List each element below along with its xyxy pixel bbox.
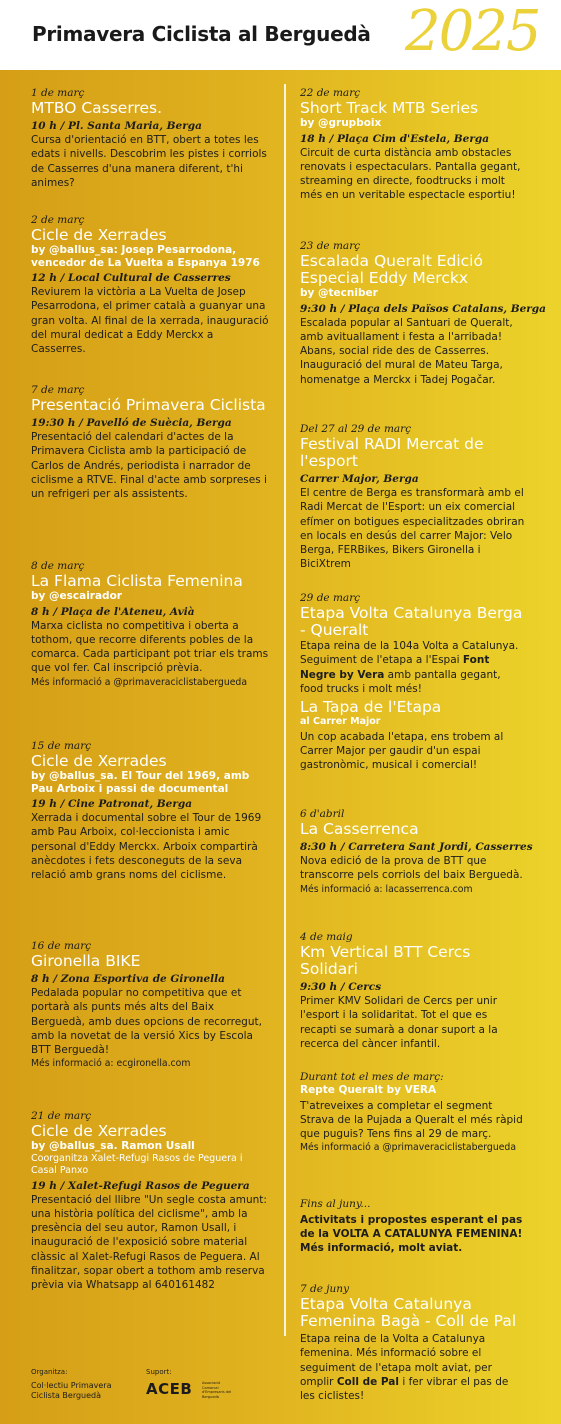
event-subtitle: by @ballus_sa: Josep Pesarrodona, vencedor de La Vuelta a Espanya 1976 bbox=[31, 244, 260, 269]
event-xerrades-usall bbox=[31, 1110, 271, 1293]
event-title: Escalada Queralt Edició Especial Eddy Merckx bbox=[300, 252, 483, 287]
event-subtitle: by @grupboix bbox=[300, 117, 382, 129]
event-description: T'atreveixes a completar el segment Strava de la Pujada a Queralt el més ràpid que puguis? Tens fins al 29 de març. bbox=[300, 1099, 523, 1141]
event-gironella-bike bbox=[31, 940, 271, 1071]
right-column bbox=[300, 70, 546, 1424]
event-xerrades-tour bbox=[31, 740, 271, 882]
event-subtitle: by @tecniber bbox=[300, 287, 378, 299]
event-date: 22 de març bbox=[300, 87, 361, 99]
event-fins-al-juny bbox=[300, 1198, 525, 1255]
event-date: 23 de març bbox=[300, 240, 361, 252]
more-info: Més informació a: ecgironella.com bbox=[31, 1058, 191, 1070]
event-place: 8 h / Zona Esportiva de Gironella bbox=[31, 973, 225, 985]
event-km-vertical bbox=[300, 931, 525, 1051]
event-title: Festival RADI Mercat de l'esport bbox=[300, 435, 484, 470]
event-date: Durant tot el mes de març: bbox=[300, 1071, 444, 1083]
event-place: 12 h / Local Cultural de Casserres bbox=[31, 272, 231, 284]
event-date: 21 de març bbox=[31, 1110, 92, 1122]
event-description: El centre de Berga es transformarà amb el Radi Mercat de l'Esport: un eix comercial efímer on botigues especialitzades obriran en locals en desús del carrer Major: Velo Berga, FERBikes, Bikers Gironella i BiciXtrem bbox=[300, 487, 525, 571]
event-description: Presentació del llibre "Un segle costa amunt: una història política del ciclisme", amb la presència del seu autor, Ramon Usall, i inauguració de l'exposició sobre material clàssic al Xalet-Refugi Rasos de Peguera. Al finalitzar, sopar obert a tothom amb reserva prèvia via Whatsapp al 640161482 bbox=[31, 1193, 267, 1292]
event-date: 8 de març bbox=[31, 560, 85, 572]
event-description: Reviurem la victòria a La Vuelta de Josep Pesarrodona, el primer català a guanyar una gran volta. Al final de la xerrada, inauguració del mural dedicat a Eddy Merckx a Casserres. bbox=[31, 286, 269, 356]
event-volta-catalunya bbox=[300, 592, 525, 773]
event-date: 7 de juny bbox=[300, 1283, 350, 1295]
event-casserrenca bbox=[300, 808, 533, 896]
event-mtbo bbox=[31, 87, 271, 190]
event-place: 19:30 h / Pavelló de Suècia, Berga bbox=[31, 417, 232, 429]
more-info: Més informació a @primaveraciclistabergueda bbox=[31, 676, 248, 688]
event-subtitle: Repte Queralt by VERA bbox=[300, 1084, 437, 1096]
event-subtitle: by @escairador bbox=[31, 590, 122, 602]
aceb-logo-caption: Associació Comarcal d'Empresaris del Berguedà bbox=[202, 1381, 232, 1399]
more-info: Més informació a: lacasserrenca.com bbox=[300, 883, 473, 895]
event-place: 19 h / Xalet-Refugi Rasos de Peguera bbox=[31, 1179, 250, 1192]
event-description: Primer KMV Solidari de Cercs per unir l'esport i la solidaritat. Tot el que es recapti se sumarà a donar suport a la recerca del càncer infantil. bbox=[300, 995, 498, 1050]
event-subtitle: by @ballus_sa. Ramon Usall bbox=[31, 1140, 195, 1152]
event-note: Activitats i propostes esperant el pas de la VOLTA A CATALUNYA FEMENINA! Més informació, molt aviat. bbox=[300, 1214, 523, 1254]
event-calendar bbox=[0, 70, 561, 1424]
event-title: Km Vertical BTT Cercs Solidari bbox=[300, 943, 471, 978]
event-title: Gironella BIKE bbox=[31, 952, 141, 970]
event-date: 4 de maig bbox=[300, 931, 353, 943]
event-title: Cicle de Xerrades bbox=[31, 226, 167, 244]
event-subtitle: by @ballus_sa. El Tour del 1969, amb Pau Arboix i passi de documental bbox=[31, 770, 250, 795]
event-description: Xerrada i documental sobre el Tour de 1969 amb Pau Arboix, col·leccionista i amic personal d'Eddy Merckx. Arboix compartirà anècdotes i fets desconeguts de la seva relació amb grans noms del ciclisme. bbox=[31, 812, 262, 882]
event-description: Un cop acabada l'etapa, ens trobem al Carrer Major per gaudir d'un espai gastronòmic, musical i comercial! bbox=[300, 730, 504, 772]
event-description: Presentació del calendari d'actes de la Primavera Ciclista amb la participació de Carlos de Andrés, periodista i narrador de ciclisme a RTVE. Final d'acte amb sorpreses i un refrigeri per als assistents. bbox=[31, 431, 267, 501]
event-xerrades-pesarrodona bbox=[31, 214, 271, 356]
event-description: Marxa ciclista no competitiva i oberta a tothom, que recorre diferents pobles de la comarca. Cada participant pot triar els trams que vol fer. Cal inscripció prèvia. bbox=[31, 619, 269, 675]
event-date: 29 de març bbox=[300, 592, 361, 604]
event-title: MTBO Casserres. bbox=[31, 99, 163, 117]
event-title: Cicle de Xerrades bbox=[31, 1122, 167, 1140]
left-column bbox=[31, 70, 271, 1424]
column-divider bbox=[284, 84, 286, 1336]
event-date: 2 de març bbox=[31, 214, 85, 226]
event-place: 10 h / Pl. Santa Maria, Berga bbox=[31, 120, 202, 132]
event-title-secondary: La Tapa de l'Etapa bbox=[300, 698, 442, 717]
year-label: 2025 bbox=[405, 0, 540, 64]
event-description: Pedalada popular no competitiva que et portarà als punts més alts del Baix Berguedà, amb dues opcions de recorregut, amb la novetat de la versió Xics by Escola BTT Berguedà! bbox=[31, 987, 262, 1057]
event-description: Cursa d'orientació en BTT, obert a totes les edats i nivells. Descobrim les pistes i corriols de Casserres d'una manera diferent, t'hi animes? bbox=[31, 134, 267, 189]
description-text: Etapa reina de la Volta a Catalunya femenina. Més informació sobre el seguiment de l'etapa molt aviat, per omplir bbox=[300, 1333, 492, 1388]
event-title: La Flama Ciclista Femenina bbox=[31, 572, 243, 590]
venue-name: Coll de Pal bbox=[336, 1375, 399, 1388]
organitza-label: Organitza: bbox=[31, 1368, 68, 1376]
event-coorganizer: Coorganitza Xalet-Refugi Rasos de Peguera i Casal Panxo bbox=[31, 1152, 243, 1176]
more-info: Més informació a @primaveraciclistabergueda bbox=[300, 1142, 517, 1154]
event-festival-radi bbox=[300, 423, 525, 572]
venue-name: Font Negre by Vera bbox=[300, 654, 490, 681]
event-description: Circuit de curta distància amb obstacles renovats i espectaculars. Pantalla gegant, streaming en directe, foodtrucks i molt més en un veritable espectacle esportiu! bbox=[300, 146, 521, 202]
event-title: Presentació Primavera Ciclista bbox=[31, 396, 266, 414]
event-date: 7 de març bbox=[31, 384, 85, 396]
footer bbox=[0, 1348, 561, 1424]
event-place: 8:30 h / Carretera Sant Jordi, Casserres bbox=[300, 841, 533, 853]
organizer-logo: Col·lectiu Primavera Ciclista Berguedà bbox=[31, 1381, 112, 1400]
event-date: Fins al juny... bbox=[300, 1198, 371, 1210]
description-text: i fer vibrar el pas de les ciclistes! bbox=[300, 1375, 509, 1403]
description-text: Etapa reina de la 104a Volta a Catalunya. Seguiment de l'etapa a l'Espai bbox=[300, 640, 519, 667]
event-place: 18 h / Plaça Cim d'Estela, Berga bbox=[300, 132, 490, 145]
event-title: Etapa Volta Catalunya Berga - Queralt bbox=[300, 604, 523, 639]
event-place: 8 h / Plaça de l'Ateneu, Avià bbox=[31, 605, 195, 618]
event-date: 16 de març bbox=[31, 940, 92, 952]
page-title: Primavera Ciclista al Berguedà bbox=[32, 22, 371, 46]
event-title: Cicle de Xerrades bbox=[31, 752, 167, 770]
event-title: Etapa Volta Catalunya Femenina Bagà - Coll de Pal bbox=[300, 1295, 517, 1330]
event-subtitle: al Carrer Major bbox=[300, 716, 381, 728]
aceb-logo: ACEB bbox=[146, 1380, 193, 1398]
event-description: Nova edició de la prova de BTT que transcorre pels corriols del baix Berguedà. bbox=[300, 855, 523, 882]
suport-label: Suport: bbox=[146, 1368, 172, 1376]
event-title: Short Track MTB Series bbox=[300, 99, 479, 117]
event-title: La Casserrenca bbox=[300, 820, 419, 838]
event-date: 15 de març bbox=[31, 740, 92, 752]
description-text: amb pantalla gegant, food trucks i molt més! bbox=[300, 668, 501, 695]
event-place: 19 h / Cine Patronat, Berga bbox=[31, 798, 192, 810]
event-escalada-queralt bbox=[300, 240, 546, 387]
event-place: 9:30 h / Plaça dels Països Catalans, Berga bbox=[300, 302, 546, 315]
event-repte-queralt bbox=[300, 1071, 525, 1155]
event-place: 9:30 h / Cercs bbox=[300, 981, 382, 993]
event-date: Del 27 al 29 de març bbox=[300, 423, 412, 435]
event-flama-ciclista bbox=[31, 560, 271, 689]
header bbox=[0, 0, 561, 70]
event-description: Escalada popular al Santuari de Queralt, amb avituallament i festa a l'arribada! Abans, social ride des de Casserres. Inauguració del mural de Mateu Targa, homenatge a Merckx i Tadej Pogačar. bbox=[300, 316, 513, 386]
event-description bbox=[300, 639, 525, 696]
event-presentacio bbox=[31, 384, 271, 501]
event-short-track bbox=[300, 87, 525, 203]
event-date: 1 de març bbox=[31, 87, 85, 99]
event-place: Carrer Major, Berga bbox=[300, 473, 419, 485]
event-date: 6 d'abril bbox=[300, 808, 345, 820]
